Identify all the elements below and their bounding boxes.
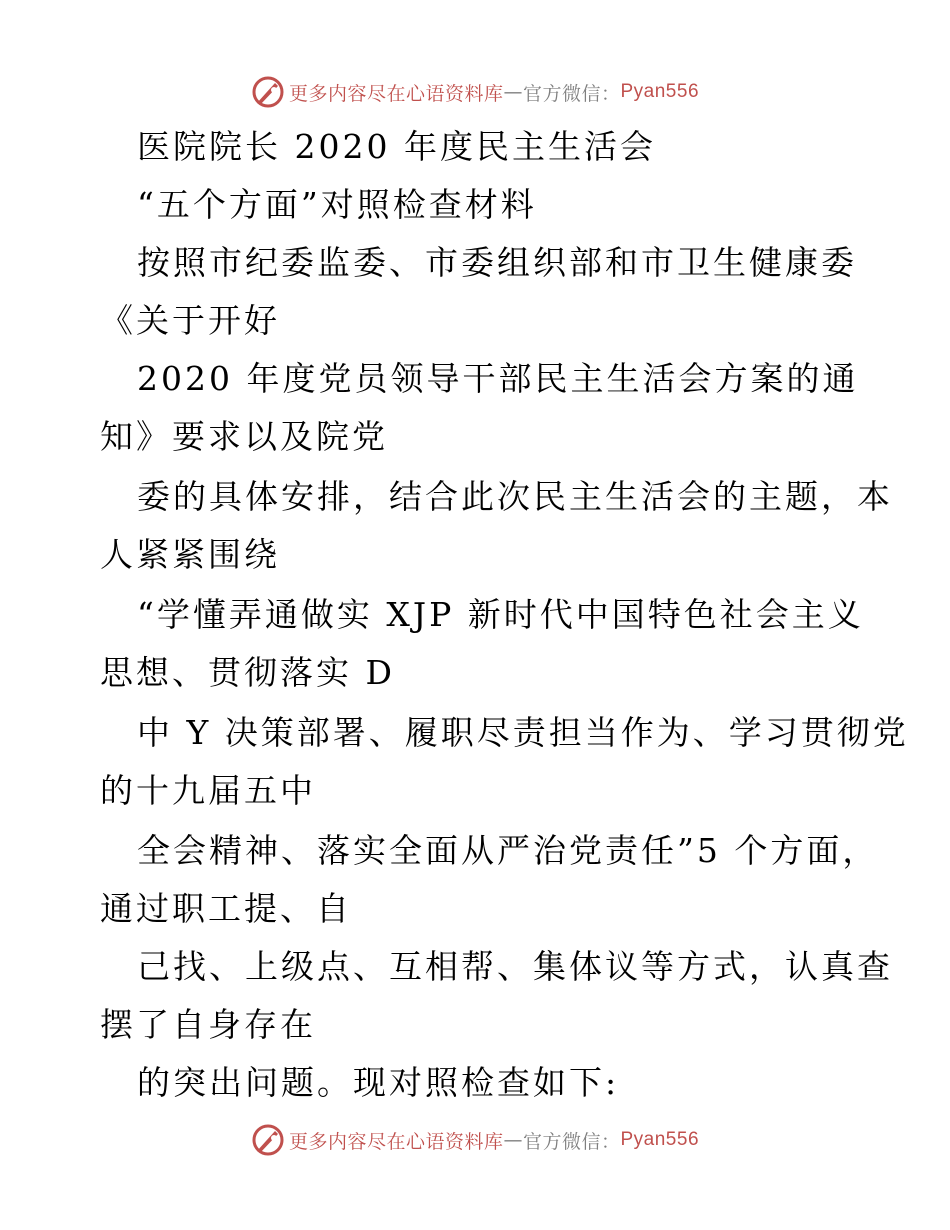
watermark-wechat-label: 官方微信： — [522, 82, 621, 105]
watermark-wechat-label: 官方微信： — [522, 1130, 621, 1153]
body-line: 的十九届五中 — [100, 771, 316, 810]
body-line: 己找、上级点、互相帮、集体议等方式，认真查 — [137, 947, 893, 986]
body-line: 通过职工提、自 — [100, 889, 352, 928]
watermark-brand-text: 更多内容尽在心语资料库 — [288, 82, 504, 105]
body-line: 2020 年度党员领导干部民主生活会方案的通 — [137, 359, 859, 398]
watermark-footer — [0, 1120, 950, 1160]
watermark-wechat-id: Pyan556 — [620, 81, 700, 102]
document-title-line-1: 医院院长 2020 年度民主生活会 — [137, 127, 656, 166]
quill-pen-circle-icon — [251, 1123, 285, 1157]
body-line: “学懂弄通做实 XJP 新时代中国特色社会主义 — [137, 595, 864, 634]
body-line: 中 Y 决策部署、履职尽责担当作为、学习贯彻党 — [137, 713, 909, 752]
body-line: 的突出问题。现对照检查如下: — [137, 1063, 620, 1102]
watermark-separator: — — [503, 1129, 523, 1151]
document-title-line-2: “五个方面”对照检查材料 — [137, 185, 537, 224]
watermark-wechat-id: Pyan556 — [620, 1129, 700, 1150]
body-line: 摆了自身存在 — [100, 1005, 316, 1044]
body-line: 知》要求以及院党 — [100, 417, 388, 456]
body-line: 委的具体安排，结合此次民主生活会的主题，本 — [137, 477, 893, 516]
body-line: 思想、贯彻落实 D — [100, 653, 395, 692]
body-line: 《关于开好 — [100, 301, 280, 340]
body-line: 人紧紧围绕 — [100, 535, 280, 574]
body-line: 全会精神、落实全面从严治党责任”5 个方面， — [137, 831, 879, 870]
watermark-brand-text: 更多内容尽在心语资料库 — [288, 1130, 504, 1153]
watermark-separator: — — [503, 81, 523, 103]
body-line: 按照市纪委监委、市委组织部和市卫生健康委 — [137, 243, 857, 282]
